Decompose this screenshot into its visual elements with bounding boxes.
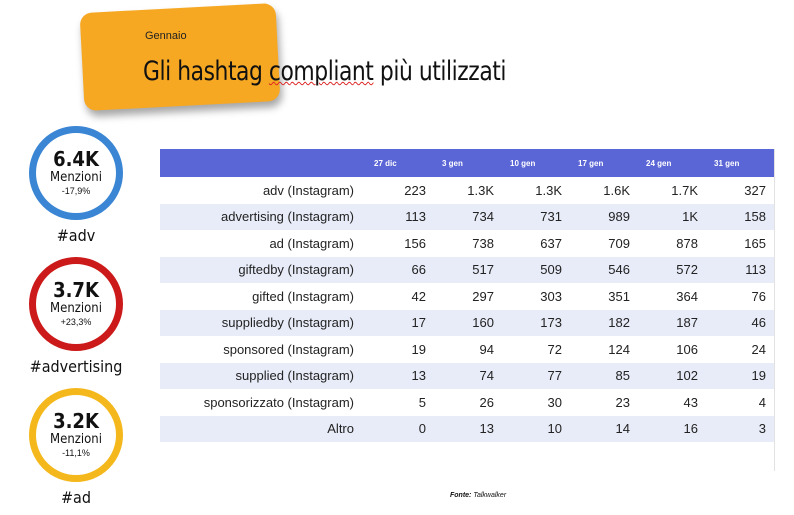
- table-row: [160, 230, 774, 257]
- page-title: [143, 56, 506, 87]
- table-cell: 13: [479, 421, 494, 437]
- table-cell: 3: [758, 421, 766, 437]
- table-row: [160, 257, 774, 284]
- table-cell: 24: [751, 341, 766, 357]
- source-label: Fonte:: [450, 492, 472, 499]
- kpi-hashtag: #ad: [60, 488, 92, 507]
- table-cell: 709: [608, 235, 630, 251]
- table-cell: 43: [683, 394, 698, 410]
- table-cell: 113: [745, 262, 766, 278]
- kpi-ring: [29, 126, 123, 220]
- row-hashtag-name: sponsored (Instagram): [223, 341, 354, 357]
- table-cell: 102: [676, 368, 698, 384]
- kpi-label: Menzioni: [50, 432, 102, 447]
- source-note: [450, 492, 506, 499]
- table-cell: 17: [411, 315, 426, 331]
- table-cell: 14: [615, 421, 630, 437]
- table-cell: 113: [405, 209, 426, 225]
- table-cell: 182: [608, 315, 630, 331]
- table-row: [160, 363, 774, 390]
- table-cell: 517: [472, 262, 494, 278]
- kpi-label: Menzioni: [50, 170, 102, 185]
- title-underlined-word: compliant: [268, 56, 374, 87]
- kpi-adv: [26, 126, 126, 245]
- kpi-value: 3.2K: [53, 409, 99, 433]
- table-cell: 13: [411, 368, 426, 384]
- table-cell: 26: [479, 394, 494, 410]
- table-cell: 187: [676, 315, 698, 331]
- row-hashtag-name: adv (Instagram): [262, 182, 354, 198]
- table-cell: 19: [411, 341, 426, 357]
- row-hashtag-name: Altro: [327, 421, 354, 437]
- table-cell: 16: [683, 421, 698, 437]
- row-hashtag-name: advertising (Instagram): [221, 209, 354, 225]
- kpi-ad: [26, 388, 126, 507]
- kpi-ring: [29, 257, 123, 351]
- kpi-change: -11,1%: [62, 448, 90, 458]
- table-cell: 85: [615, 368, 630, 384]
- table-cell: 106: [676, 341, 698, 357]
- table-cell: 878: [676, 235, 698, 251]
- kpi-change: -17,9%: [61, 186, 91, 196]
- column-header: 10 gen: [510, 158, 536, 168]
- table-cell: 173: [540, 315, 562, 331]
- table-cell: 303: [540, 288, 562, 304]
- table-cell: 94: [479, 341, 494, 357]
- column-header: 31 gen: [714, 158, 740, 168]
- table-cell: 19: [751, 368, 766, 384]
- table-cell: 30: [547, 394, 562, 410]
- table-cell: 364: [676, 288, 698, 304]
- table-row: [160, 389, 774, 416]
- row-hashtag-name: ad (Instagram): [269, 235, 354, 251]
- table-cell: 327: [744, 182, 766, 198]
- kpi-hashtag: #adv: [56, 226, 96, 245]
- column-header: 17 gen: [578, 158, 604, 168]
- kpi-value: 3.7K: [53, 278, 99, 302]
- title-part-2: più utilizzati: [373, 56, 507, 87]
- table-cell: 1.7K: [671, 182, 698, 198]
- hashtag-table: [160, 149, 774, 442]
- table-cell: 165: [744, 235, 766, 251]
- row-hashtag-name: sponsorizzato (Instagram): [203, 394, 354, 410]
- column-header: 27 dic: [374, 158, 397, 168]
- table-cell: 1.6K: [603, 182, 630, 198]
- table-cell: 23: [615, 394, 630, 410]
- table-cell: 223: [404, 182, 426, 198]
- table-cell: 572: [676, 262, 698, 278]
- row-hashtag-name: supplied (Instagram): [235, 368, 354, 384]
- table-row: [160, 336, 774, 363]
- table-row: [160, 204, 774, 231]
- table-row: [160, 310, 774, 337]
- table-cell: 1.3K: [535, 182, 562, 198]
- kpi-advertising: [26, 257, 126, 376]
- table-cell: 10: [547, 421, 562, 437]
- table-row: [160, 177, 774, 204]
- table-cell: 5: [418, 394, 426, 410]
- table-cell: 158: [744, 209, 766, 225]
- kpi-hashtag: #advertising: [29, 357, 123, 376]
- table-cell: 76: [751, 288, 766, 304]
- kpi-ring: [29, 388, 123, 482]
- table-cell: 77: [547, 368, 562, 384]
- table-cell: 637: [540, 235, 562, 251]
- row-hashtag-name: giftedby (Instagram): [238, 262, 354, 278]
- table-cell: 0: [418, 421, 426, 437]
- table-cell: 546: [608, 262, 630, 278]
- table-row: [160, 283, 774, 310]
- row-hashtag-name: gifted (Instagram): [252, 288, 354, 304]
- table-cell: 731: [540, 209, 562, 225]
- table-cell: 156: [404, 235, 426, 251]
- table-row: [160, 416, 774, 443]
- table-cell: 46: [751, 315, 766, 331]
- column-header: 3 gen: [442, 158, 463, 168]
- table-cell: 989: [608, 209, 630, 225]
- table-cell: 72: [547, 341, 562, 357]
- table-cell: 124: [608, 341, 630, 357]
- source-value: Talkwalker: [473, 492, 507, 499]
- table-cell: 42: [411, 288, 426, 304]
- table-cell: 351: [608, 288, 630, 304]
- kpi-value: 6.4K: [53, 147, 99, 171]
- month-label: Gennaio: [145, 30, 187, 42]
- table-cell: 74: [479, 368, 494, 384]
- table-cell: 734: [472, 209, 494, 225]
- table-cell: 160: [472, 315, 494, 331]
- hashtag-table-container: [160, 149, 775, 471]
- table-cell: 738: [472, 235, 494, 251]
- column-header: [160, 149, 366, 177]
- table-cell: 66: [411, 262, 426, 278]
- table-cell: 509: [540, 262, 562, 278]
- row-hashtag-name: suppliedby (Instagram): [221, 315, 354, 331]
- table-body: [160, 177, 774, 442]
- table-cell: 4: [758, 394, 766, 410]
- column-header: 24 gen: [646, 158, 672, 168]
- table-cell: 1K: [682, 209, 698, 225]
- table-cell: 1.3K: [467, 182, 494, 198]
- kpi-change: +23,3%: [60, 317, 92, 327]
- kpi-label: Menzioni: [50, 301, 102, 316]
- table-cell: 297: [472, 288, 494, 304]
- title-part-1: Gli hashtag: [143, 56, 269, 87]
- table-header-row: [160, 149, 774, 177]
